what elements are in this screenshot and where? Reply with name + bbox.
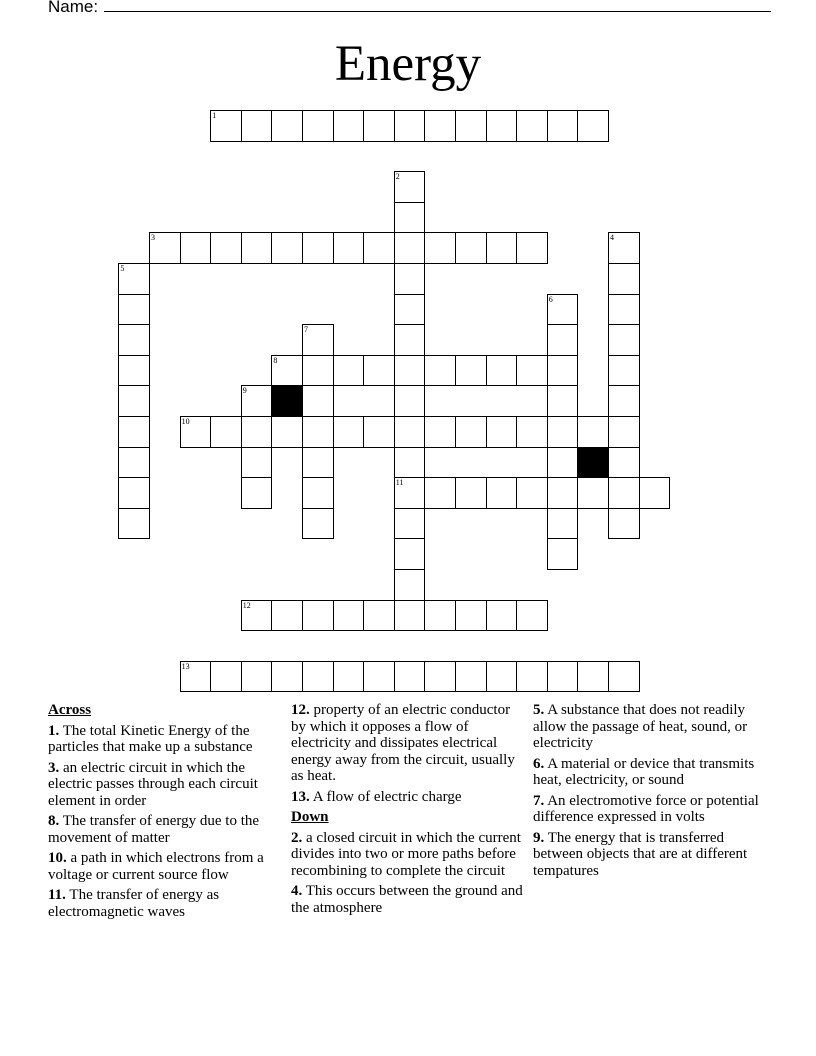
clue-across-1: 1. The total Kinetic Energy of the particles that make up a substance [48,722,253,755]
clue-down-5: 5. A substance that does not readily allow the passage of heat, sound, or electricity [533,702,748,751]
clue-number-label: 6 [548,294,553,304]
grid-cell[interactable] [241,477,273,509]
grid-cell[interactable] [424,355,456,387]
clue-number-label: 8 [273,355,278,365]
grid-cell[interactable] [394,447,426,479]
grid-block-cell [577,447,609,479]
clue-down-6: 6. A material or device that transmits heat, electricity, or sound [533,755,755,788]
grid-cell[interactable] [455,416,487,448]
grid-cell[interactable] [271,110,303,142]
grid-cell[interactable] [271,232,303,264]
grid-cell[interactable] [180,232,212,264]
grid-cell[interactable] [333,232,365,264]
grid-cell[interactable] [241,416,273,448]
grid-cell[interactable] [486,355,518,387]
grid-cell[interactable] [424,416,456,448]
clue-across-13: 13. A flow of electric charge [291,788,462,805]
grid-cell[interactable] [394,294,426,326]
grid-cell[interactable] [241,447,273,479]
grid-cell[interactable] [241,110,273,142]
grid-cell[interactable] [302,324,334,356]
clue-number-label: 1 [212,111,217,120]
grid-cell[interactable] [608,355,640,387]
grid-cell[interactable] [608,416,640,448]
grid-cell[interactable] [333,355,365,387]
grid-cell[interactable] [424,110,456,142]
grid-cell[interactable] [608,232,640,264]
clues-column-1 [48,702,280,924]
grid-cell[interactable] [394,110,426,142]
grid-cell[interactable] [424,232,456,264]
grid-cell[interactable] [302,661,334,693]
grid-cell[interactable] [608,477,640,509]
grid-cell[interactable] [210,232,242,264]
clue-number-label: 12 [242,600,251,610]
grid-cell[interactable] [302,416,334,448]
grid-cell[interactable] [547,385,579,417]
across-heading: Across [48,702,92,718]
grid-cell[interactable] [118,416,150,448]
grid-cell[interactable] [486,600,518,632]
grid-cell[interactable] [118,385,150,417]
grid-cell[interactable] [302,385,334,417]
grid-cell[interactable] [210,416,242,448]
grid-cell[interactable] [394,538,426,570]
grid-cell[interactable] [577,661,609,693]
grid-cell[interactable] [608,661,640,693]
grid-cell[interactable] [363,355,395,387]
grid-cell[interactable] [118,508,150,540]
grid-cell[interactable] [516,110,548,142]
clue-number-label: 4 [610,233,614,243]
grid-cell[interactable] [608,508,640,540]
clue-number-label: 11 [395,478,404,488]
page-title: Energy [334,36,482,92]
grid-cell[interactable] [271,355,303,387]
grid-cell[interactable] [577,477,609,509]
clue-number-label: 9 [242,386,247,396]
grid-cell[interactable] [547,477,579,509]
grid-cell[interactable] [424,600,456,632]
grid-cell[interactable] [486,477,518,509]
clue-number-label: 10 [181,417,190,426]
grid-cell[interactable] [394,263,426,295]
grid-cell[interactable] [394,661,426,693]
clue-down-2: 2. a closed circuit in which the current divides into two or more paths before recombining to complete the circuit [291,829,521,879]
grid-cell[interactable] [547,355,579,387]
grid-cell[interactable] [302,477,334,509]
clue-down-7: 7. An electromotive force or potential difference expressed in volts [533,792,759,825]
grid-block-cell [271,385,303,417]
grid-cell[interactable] [394,569,426,601]
grid-cell[interactable] [363,661,395,693]
grid-cell[interactable] [486,110,518,142]
grid-cell[interactable] [394,600,426,632]
grid-cell[interactable] [241,600,273,632]
clue-across-10: 10. a path in which electrons from a voltage or current source flow [48,850,264,883]
grid-cell[interactable] [394,416,426,448]
grid-cell[interactable] [271,661,303,693]
grid-cell[interactable] [180,416,212,448]
grid-cell[interactable] [424,661,456,693]
grid-cell[interactable] [394,171,426,203]
grid-cell[interactable] [455,600,487,632]
grid-cell[interactable] [118,447,150,479]
grid-cell[interactable] [547,538,579,570]
grid-cell[interactable] [608,263,640,295]
grid-cell[interactable] [271,416,303,448]
grid-cell[interactable] [547,661,579,693]
grid-cell[interactable] [516,416,548,448]
grid-cell[interactable] [547,447,579,479]
grid-cell[interactable] [394,232,426,264]
grid-cell[interactable] [639,477,671,509]
grid-cell[interactable] [486,416,518,448]
grid-cell[interactable] [547,416,579,448]
clue-number-label: 13 [181,661,190,671]
grid-cell[interactable] [363,110,395,142]
grid-cell[interactable] [302,355,334,387]
grid-cell[interactable] [271,600,303,632]
clues-column-2 [291,702,523,920]
grid-cell[interactable] [394,477,426,509]
grid-cell[interactable] [333,661,365,693]
grid-cell[interactable] [547,110,579,142]
grid-cell[interactable] [455,355,487,387]
grid-cell[interactable] [118,477,150,509]
grid-cell[interactable] [210,661,242,693]
grid-cell[interactable] [241,232,273,264]
clue-down-9: 9. The energy that is transferred between objects that are at different tempatures [533,829,748,879]
grid-cell[interactable] [455,661,487,693]
grid-cell[interactable] [516,477,548,509]
grid-cell[interactable] [394,385,426,417]
grid-cell[interactable] [516,600,548,632]
clue-down-4: 4. This occurs between the ground and the atmosphere [291,883,523,916]
grid-cell[interactable] [333,416,365,448]
grid-cell[interactable] [486,661,518,693]
grid-cell[interactable] [241,661,273,693]
clue-number-label: 3 [151,233,155,243]
clue-across-8: 8. The transfer of energy due to the movement of matter [48,813,260,846]
grid-cell[interactable] [486,232,518,264]
grid-cell[interactable] [547,508,579,540]
clue-number-label: 5 [120,264,125,273]
grid-cell[interactable] [302,447,334,479]
clue-number-label: 2 [395,172,400,182]
grid-cell[interactable] [608,324,640,356]
grid-cell[interactable] [455,232,487,264]
grid-cell[interactable] [118,324,150,356]
grid-cell[interactable] [424,477,456,509]
grid-cell[interactable] [455,110,487,142]
grid-cell[interactable] [118,355,150,387]
grid-cell[interactable] [547,324,579,356]
clue-across-3: 3. an electric circuit in which the electric passes through each circuit element in order [48,759,258,809]
grid-cell[interactable] [180,661,212,693]
grid-cell[interactable] [302,110,334,142]
grid-cell[interactable] [241,385,273,417]
grid-cell[interactable] [333,600,365,632]
grid-cell[interactable] [210,110,242,142]
grid-cell[interactable] [302,232,334,264]
grid-cell[interactable] [577,416,609,448]
grid-cell[interactable] [394,202,426,234]
clue-number-label: 7 [304,325,308,335]
clue-across-12: 12. property of an electric conductor by which it opposes a flow of electricity and dissipates electrical energy away from the circuit, usually as heat. [291,702,515,784]
grid-cell[interactable] [363,600,395,632]
grid-cell[interactable] [394,324,426,356]
grid-cell[interactable] [149,232,181,264]
grid-cell[interactable] [333,110,365,142]
grid-cell[interactable] [516,661,548,693]
grid-cell[interactable] [516,232,548,264]
grid-cell[interactable] [455,477,487,509]
grid-cell[interactable] [118,263,150,295]
clue-across-11: 11. The transfer of energy as electromagnetic waves [48,887,220,920]
grid-cell[interactable] [394,355,426,387]
grid-cell[interactable] [608,385,640,417]
grid-cell[interactable] [547,294,579,326]
clues-column-3 [533,702,765,883]
grid-cell[interactable] [608,447,640,479]
grid-cell[interactable] [118,294,150,326]
down-heading: Down [291,809,329,825]
grid-cell[interactable] [577,110,609,142]
grid-cell[interactable] [302,600,334,632]
grid-cell[interactable] [608,294,640,326]
grid-cell[interactable] [516,355,548,387]
grid-cell[interactable] [363,232,395,264]
grid-cell[interactable] [363,416,395,448]
name-label: Name: [48,0,99,16]
grid-cell[interactable] [302,508,334,540]
grid-cell[interactable] [394,508,426,540]
